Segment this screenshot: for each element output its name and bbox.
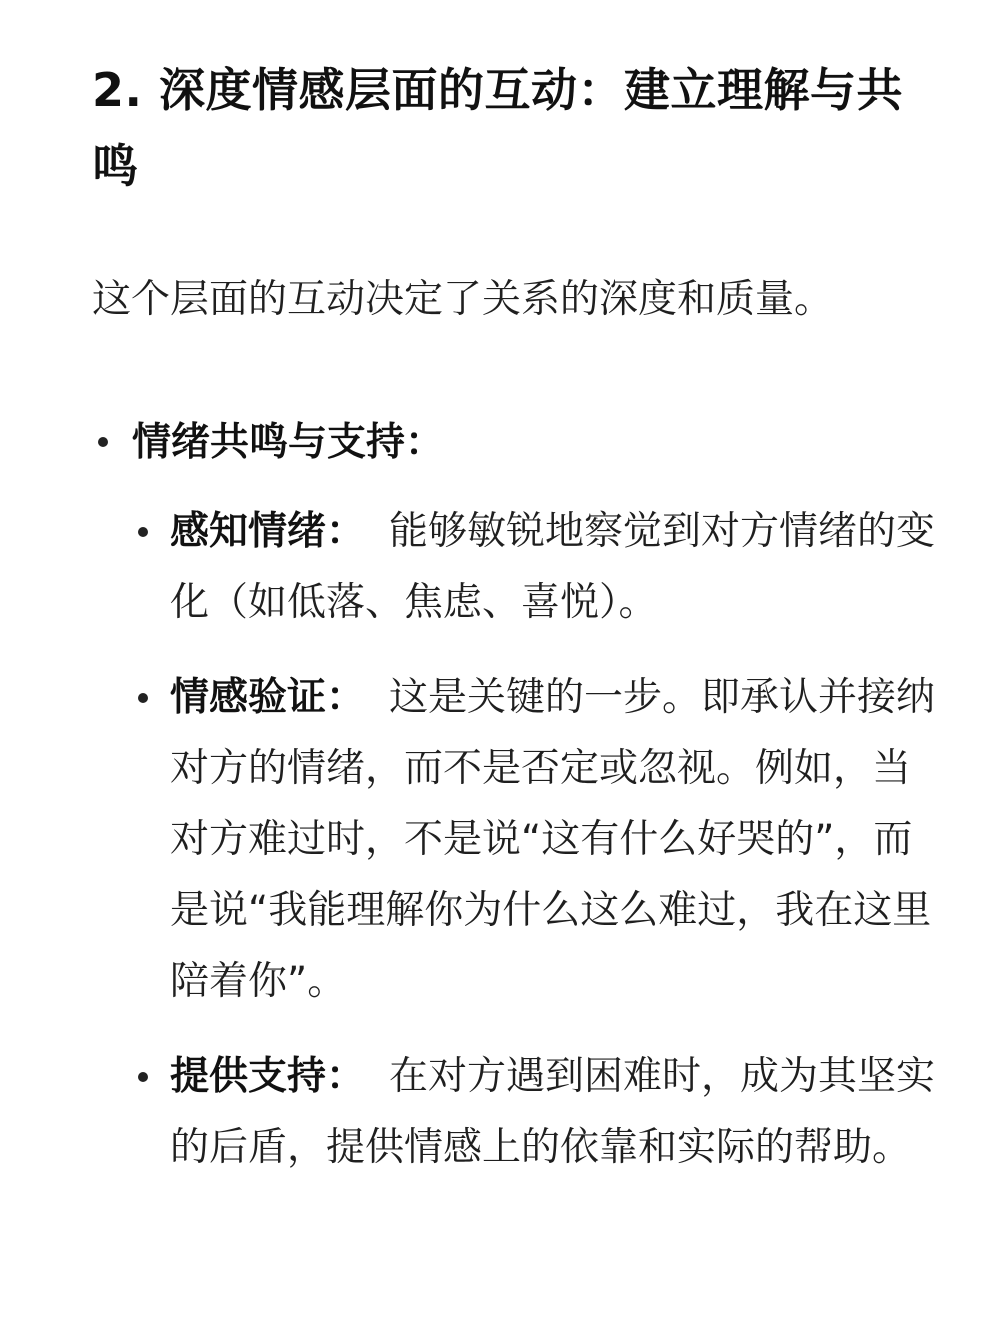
sub-item-text-block: [170, 662, 944, 1017]
sub-list-item-provide-support: [132, 1041, 944, 1183]
bullet-dot-icon: [98, 437, 108, 447]
sub-list-item-emotional-validation: [132, 662, 944, 1017]
sub-item-label: 感知情绪：: [170, 509, 366, 554]
sub-item-body: 能够敏锐地察觉到对方情绪的变化（如低落、焦虑、喜悦）。: [170, 509, 936, 625]
intro-paragraph: 这个层面的互动决定了关系的深度和质量。: [92, 277, 834, 322]
sub-bullet-list: [132, 496, 944, 1183]
sub-item-label: 情感验证：: [170, 675, 366, 720]
sub-item-label: 提供支持：: [170, 1054, 366, 1099]
bullet-dot-icon: [138, 693, 148, 703]
sub-item-text-block: [170, 496, 944, 638]
bullet-list: [92, 408, 944, 1183]
bullet-dot-icon: [138, 1072, 148, 1082]
section-heading: 2. 深度情感层面的互动：建立理解与共鸣: [92, 63, 903, 193]
bullet-dot-icon: [138, 527, 148, 537]
sub-list-item-perceive-emotion: [132, 496, 944, 638]
sub-item-body: 在对方遇到困难时，成为其坚实的后盾，提供情感上的依靠和实际的帮助。: [170, 1054, 936, 1170]
sub-item-text-block: [170, 1041, 944, 1183]
list-item-emotional-resonance: [92, 408, 944, 1183]
sub-item-body: 这是关键的一步。即承认并接纳对方的情绪，而不是否定或忽视。例如，当对方难过时，不是说“这有什么好哭的”，而是说“我能理解你为什么这么难过，我在这里陪着你”。: [170, 675, 936, 1004]
list-item-title: 情绪共鸣与支持：: [132, 420, 445, 465]
